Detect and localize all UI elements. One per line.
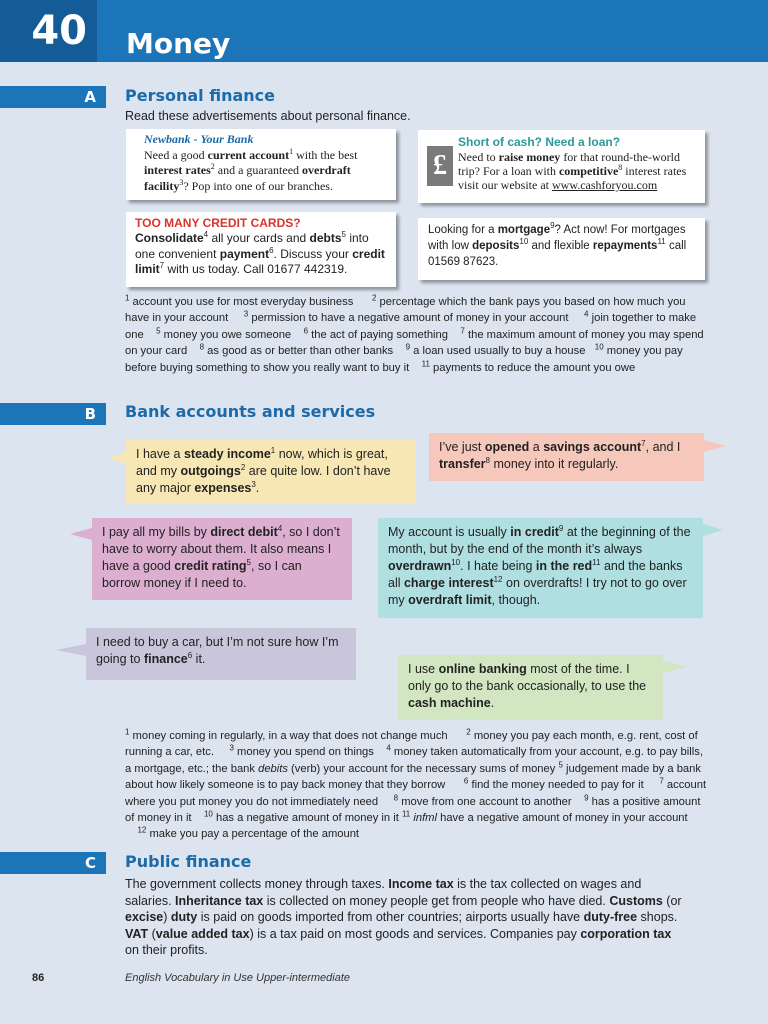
bubble-tail xyxy=(56,644,86,656)
bubble-tail xyxy=(70,528,92,540)
ad-credit-cards-title: TOO MANY CREDIT CARDS? xyxy=(135,216,301,230)
speech-bubble-online-banking: I use online banking most of the time. I only go to the bank occasionally, to use the cash machine. xyxy=(398,655,663,720)
ad-cashforyou-title: Short of cash? Need a loan? xyxy=(458,135,621,149)
ad-mortgage-text: Looking for a mortgage$^9$? Act now! For mortgages with low deposits$^{10}$ and flexible repayments$^{11}$ call 01569 87623. xyxy=(428,221,687,268)
ad-credit-cards xyxy=(126,212,396,287)
section-a-intro: Read these advertisements about personal finance. xyxy=(125,109,411,123)
ad-url-link[interactable]: www.cashforyou.com xyxy=(551,178,658,192)
bubble-tail xyxy=(108,452,126,464)
speech-bubble-overdraft: My account is usually in credit$^9$ at the beginning of the month, but by the end of the month it’s always overdrawn$^{10}$. I hate being in the red$^{11}$ and the banks all charge interest$^{12}$ on overdrafts! I try not to go over my overdraft limit, though. xyxy=(378,518,703,618)
section-b-glossary: $^1$ money coming in regularly, in a way that does not change much $^2$ money you pay each month, e.g. rent, cost of running a car, etc. $^3$ money you spend on things $^4$ money taken automatically from your account, e.g. to pay bills, a mortgage, etc.; the bank debits (verb) your account for the necessary sums of money $^5$ judgement made by a bank about how likely someone is to pay back money that they borrow $^6$ find the money needed to pay for it $^7$ account where you put money you do not immediately need $^8$ move from one account to another $^9$ has a positive amount of money in it $^{10}$ has a negative amount of money in it $^{11}$ infml have a negative amount of money in your account $^{12}$ make you pay a percentage of the amount xyxy=(125,727,707,841)
ad-newbank-text: Need a good current account$^1$ with the best interest rates$^2$ and a guaranteed overdraft facility$^3$? Pop into one of our branches. xyxy=(144,146,358,193)
section-a-title: Personal finance xyxy=(125,86,275,105)
ad-credit-cards-phone: 01677 442319 xyxy=(267,261,345,276)
pound-sign-icon: £ xyxy=(427,146,453,186)
bubble-tail xyxy=(703,524,723,536)
ad-newbank-title: Newbank - Your Bank xyxy=(144,132,254,146)
section-c-label: C xyxy=(0,852,106,874)
book-title: English Vocabulary in Use Upper-intermediate xyxy=(125,972,351,984)
unit-title: Money xyxy=(126,27,231,60)
speech-bubble-direct-debit: I pay all my bills by direct debit$^4$, so I don’t have to worry about them. It also means I have a good credit rating$^5$, so I can borrow money if I need to. xyxy=(92,518,352,600)
ad-newbank xyxy=(126,129,396,200)
unit-header-bar xyxy=(0,0,768,62)
ad-cashforyou xyxy=(418,130,705,203)
section-c-text: The government collects money through taxes. Income tax is the tax collected on wages and salaries. Inheritance tax is collected on money people get from people who have died. Customs (or excise) duty is paid on goods imported from other countries; airports usually have duty-free shops. VAT (value added tax) is a tax paid on most goods and services. Companies pay corporation tax on their profits. xyxy=(125,877,682,957)
speech-bubble-savings-account: I’ve just opened a savings account$^7$, and I transfer$^8$ money into it regularly. xyxy=(429,433,704,481)
bubble-tail xyxy=(704,440,726,452)
section-a-glossary: $^1$ account you use for most everyday business $^2$ percentage which the bank pays you based on how much you have in your account $^3$ permission to have a negative amount of money in your account $^4$ join together to make one $^5$ money you owe someone $^6$ the act of paying something $^7$ the maximum amount of money you may spend on your card $^8$ as good as or better than other banks $^9$ a loan used usually to buy a house $^{10}$ money you pay before buying something to show you really want to buy it $^{11}$ payments to reduce the amount you owe xyxy=(125,293,704,374)
section-b-label: B xyxy=(0,403,106,425)
bubble-tail xyxy=(663,661,687,673)
section-a-label: A xyxy=(0,86,106,108)
speech-bubble-steady-income: I have a steady income$^1$ now, which is great, and my outgoings$^2$ are quite low. I don’t have any major expenses$^3$. xyxy=(126,440,416,504)
page-number: 86 xyxy=(32,972,45,984)
ad-mortgage xyxy=(418,218,705,280)
ad-credit-cards-text: Consolidate$^4$ all your cards and debts$^5$ into one convenient payment$^6$. Discuss your credit limit$^7$ with us today. Call 01677 442319. xyxy=(135,230,385,276)
speech-bubble-finance-car: I need to buy a car, but I’m not sure how I’m going to finance$^6$ it. xyxy=(86,628,356,680)
ad-cashforyou-text: Need to raise money for that round-the-world trip? For a loan with competitive$^8$ interest rates visit our website at www.cashforyou.com xyxy=(458,150,687,192)
unit-number: 40 xyxy=(0,0,97,62)
section-c-title: Public finance xyxy=(125,852,252,871)
section-b-title: Bank accounts and services xyxy=(125,402,376,421)
ad-mortgage-phone: 01569 87623 xyxy=(428,256,496,268)
